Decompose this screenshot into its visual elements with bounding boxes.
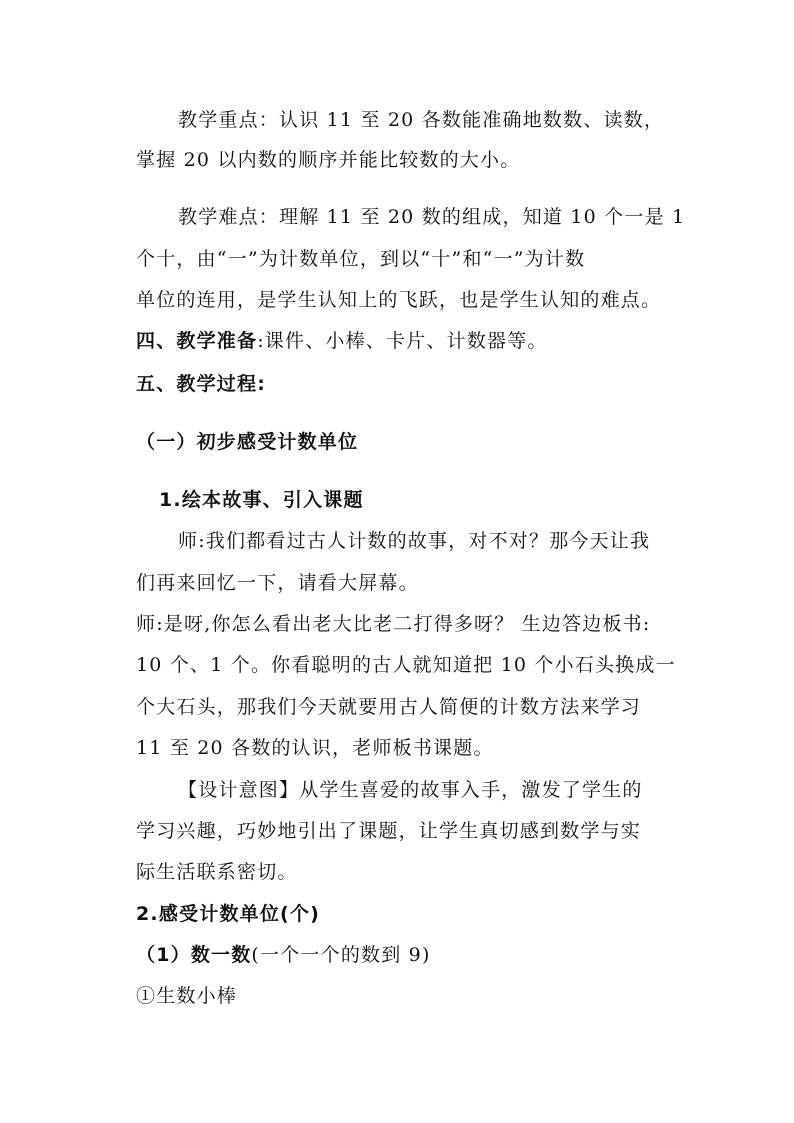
difficulty-line-1: 教学难点：理解 11 至 20 数的组成，知道 10 个一是 1	[178, 206, 686, 228]
teacher-1-line-2: 们再来回忆一下，请看大屏幕。	[136, 572, 419, 594]
teacher-1-line-1: 师:我们都看过古人计数的故事，对不对？那今天让我	[178, 530, 651, 552]
step-1-line	[136, 943, 431, 967]
item-2-heading: 2.感受计数单位(个)	[136, 903, 321, 925]
subsection-1-heading: （一）初步感受计数单位	[136, 431, 359, 453]
section-4-line	[136, 329, 548, 353]
teacher-2-line-4: 11 至 20 各数的认识，老师板书课题。	[136, 737, 494, 759]
design-intent-line-1: 【设计意图】从学生喜爱的故事入手，激发了学生的	[178, 779, 643, 801]
step-1-content: (一个一个的数到 9)	[251, 944, 431, 966]
item-1-heading: 1.绘本故事、引入课题	[159, 489, 364, 511]
teacher-2-line-1: 师:是呀,你怎么看出老大比老二打得多呀？ 生边答边板书:	[136, 613, 651, 635]
difficulty-line-2: 个十，由“一”为计数单位，到以“十”和“一”为计数	[136, 248, 586, 270]
difficulty-line-3: 单位的连用，是学生认知上的飞跃，也是学生认知的难点。	[136, 289, 662, 311]
section-4-content: :课件、小棒、卡片、计数器等。	[257, 330, 548, 352]
key-points-line-2: 掌握 20 以内数的顺序并能比较数的大小。	[136, 149, 521, 171]
key-points-line-1: 教学重点：认识 11 至 20 各数能准确地数数、读数，	[178, 109, 665, 131]
step-1-heading: （1）数一数	[136, 944, 252, 966]
design-intent-line-3: 际生活联系密切。	[136, 861, 298, 883]
section-5-heading: 五、教学过程:	[136, 373, 266, 395]
sub-step-1: ①生数小棒	[136, 985, 238, 1007]
section-4-heading: 四、教学准备	[136, 330, 258, 352]
teacher-2-line-2: 10 个、1 个。你看聪明的古人就知道把 10 个小石头换成一	[136, 654, 676, 676]
teacher-2-line-3: 个大石头，那我们今天就要用古人简便的计数方法来学习	[136, 696, 642, 718]
design-intent-line-2: 学习兴趣，巧妙地引出了课题，让学生真切感到数学与实	[136, 820, 642, 842]
